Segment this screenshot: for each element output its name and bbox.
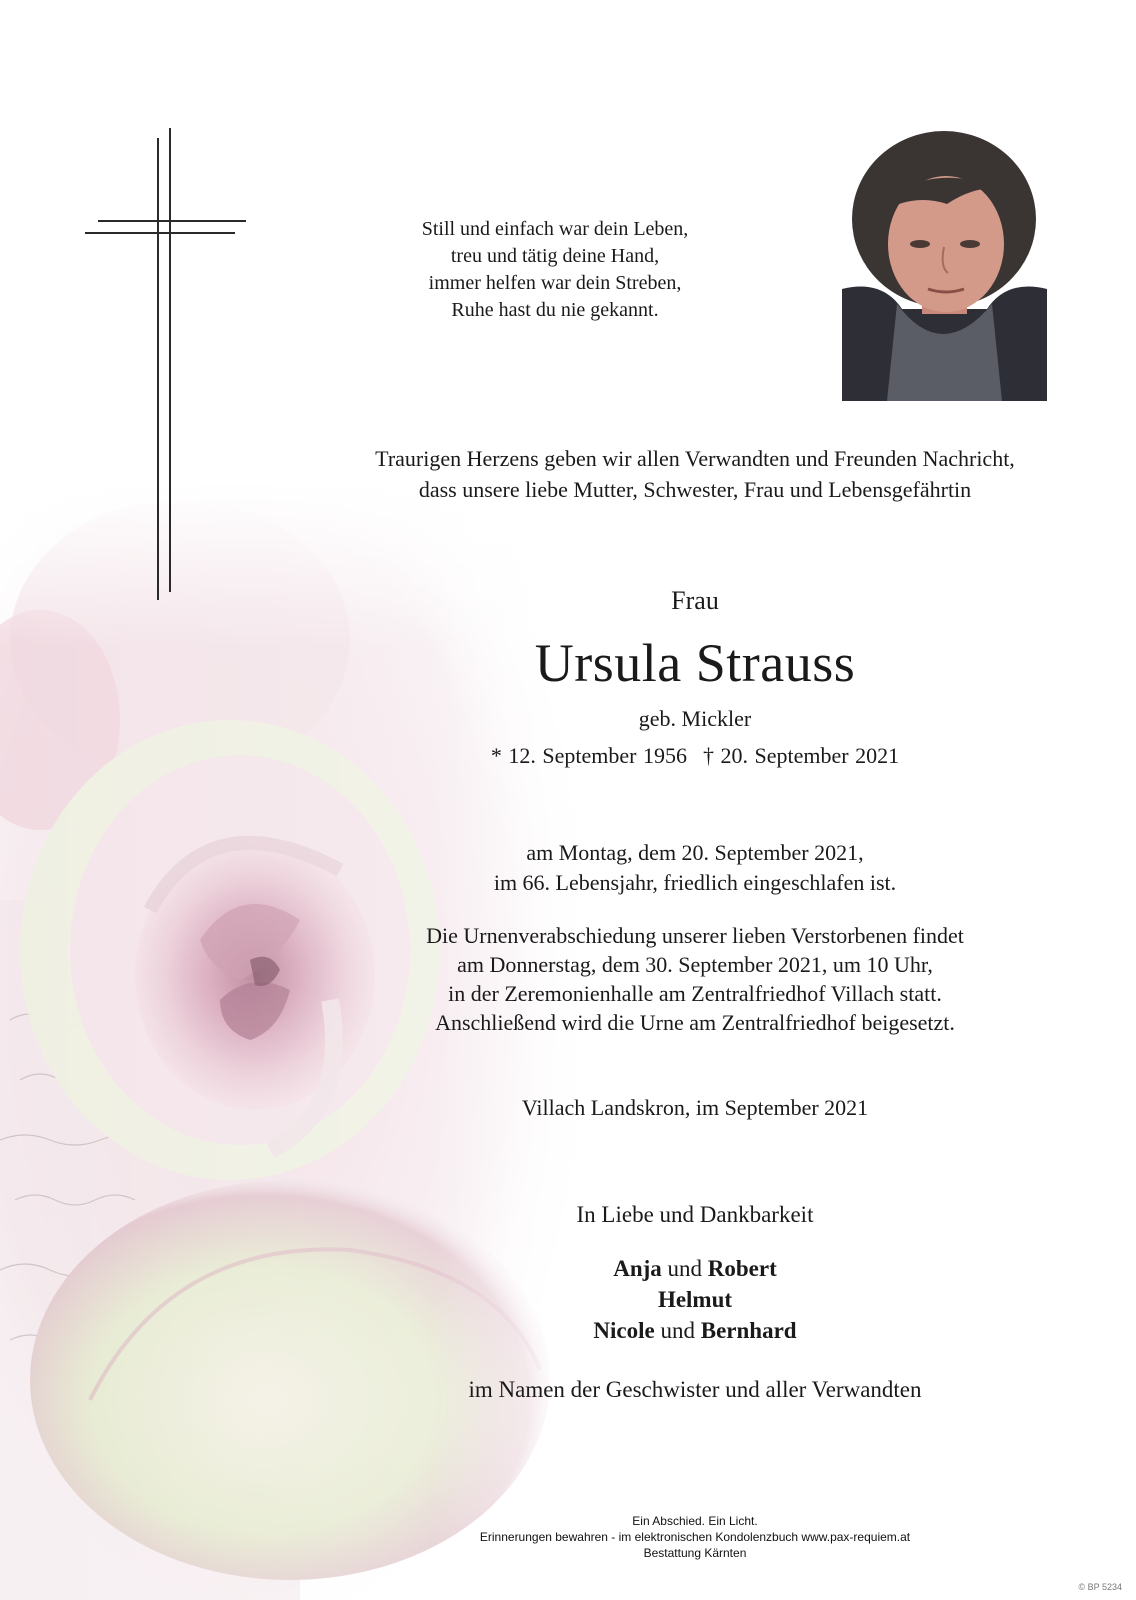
mourner-row [390, 1284, 1000, 1315]
portrait-photo [842, 129, 1047, 401]
announcement-line: Traurigen Herzens geben wir allen Verwandten und Freunden Nachricht, [375, 446, 1015, 471]
birth-name: geb. Mickler [638, 706, 752, 731]
print-code: © BP 5234 [1078, 1582, 1122, 1592]
poem [355, 216, 755, 324]
salutation: Frau [671, 586, 719, 615]
mourners-list [390, 1253, 1000, 1346]
announcement [300, 443, 1090, 505]
funeral-line: in der Zeremonienhalle am Zentralfriedhof Villach statt. [448, 981, 942, 1006]
death-date: † 20. September 2021 [703, 743, 900, 768]
mourner-row [390, 1315, 1000, 1346]
footer-line: Bestattung Kärnten [643, 1546, 747, 1560]
announcement-line: dass unsere liebe Mutter, Schwester, Frau und Lebensgefährtin [418, 477, 972, 502]
funeral-details [330, 921, 1060, 1037]
birth-date: * 12. September 1956 [490, 743, 687, 768]
funeral-line: Anschließend wird die Urne am Zentralfriedhof beigesetzt. [435, 1010, 955, 1035]
death-line: am Montag, dem 20. September 2021, [526, 840, 864, 865]
poem-line: Ruhe hast du nie gekannt. [451, 299, 659, 321]
footer-line: Ein Abschied. Ein Licht. [632, 1514, 758, 1528]
death-line: im 66. Lebensjahr, friedlich eingeschlafen ist. [493, 870, 897, 895]
mourner-name: Bernhard [700, 1318, 797, 1343]
life-dates [390, 743, 1000, 769]
place-date: Villach Landskron, im September 2021 [521, 1095, 869, 1120]
mourner-name: Nicole [593, 1318, 655, 1343]
funeral-line: am Donnerstag, dem 30. September 2021, um 10 Uhr, [457, 952, 933, 977]
deceased-name: Ursula Strauss [534, 633, 856, 693]
poem-line: Still und einfach war dein Leben, [421, 218, 689, 240]
poem-line: treu und tätig deine Hand, [450, 245, 660, 267]
cross-icon [85, 128, 247, 600]
poem-line: immer helfen war dein Streben, [428, 272, 682, 294]
mourner-joiner: und [660, 1318, 695, 1343]
funeral-line: Die Urnenverabschiedung unserer lieben Verstorbenen findet [426, 923, 964, 948]
death-notice [390, 838, 1000, 898]
relatives-line: im Namen der Geschwister und aller Verwandten [468, 1377, 922, 1402]
footer [400, 1513, 990, 1561]
mourner-row [390, 1253, 1000, 1284]
closing-phrase: In Liebe und Dankbarkeit [576, 1202, 814, 1227]
mourner-name: Anja [613, 1256, 662, 1281]
mourner-name: Robert [707, 1256, 777, 1281]
footer-line: Erinnerungen bewahren - im elektronischen Kondolenzbuch www.pax-requiem.at [479, 1530, 911, 1544]
mourner-name: Helmut [657, 1287, 733, 1312]
mourner-joiner: und [667, 1256, 703, 1281]
